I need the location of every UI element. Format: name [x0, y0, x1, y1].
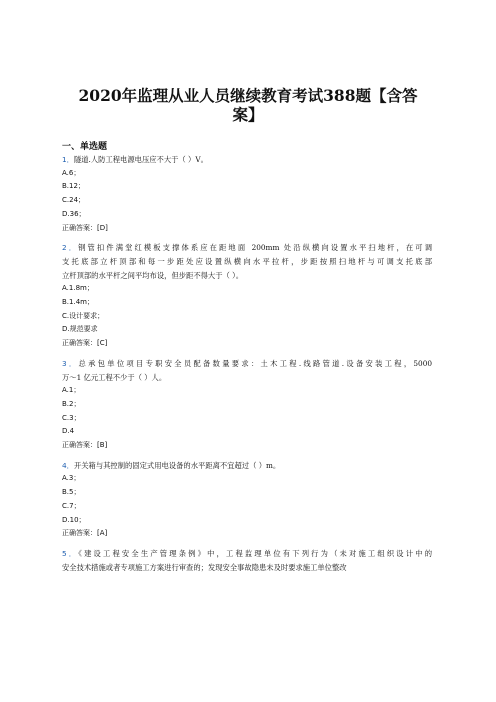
correct-answer-label: 正确答案： [62, 529, 97, 538]
correct-answer [62, 527, 432, 541]
question-stem-line [62, 547, 432, 561]
question-stem-line [62, 153, 432, 167]
question-number: 4． [62, 460, 74, 470]
correct-answer-value: [B] [97, 441, 108, 450]
answer-option: C.7； [62, 501, 81, 510]
question-number: 3． [62, 358, 79, 368]
answer-option: D.4 [62, 427, 75, 436]
question-stem-line [62, 357, 432, 371]
correct-answer-value: [D] [97, 223, 108, 232]
answer-option: B.1.4m； [62, 298, 94, 307]
question-stem-text: 《建设工程安全生产管理条例》中，工程监理单位有下列行为（未对施工组织设计中的 [78, 548, 432, 558]
answer-option: A.6； [62, 168, 81, 177]
title-line-2: 案】 [232, 105, 264, 124]
question-stem-text: 万～1 亿元工程不少于（ ）人。 [62, 372, 167, 382]
correct-answer-value: [C] [97, 339, 108, 348]
question-item [62, 241, 432, 351]
answer-option: C.24； [62, 196, 86, 205]
correct-answer-value: [A] [97, 529, 108, 538]
question-stem-line [62, 371, 432, 385]
question-stem-text: 支托底部立杆顶部和每一步距处应设置纵横向水平拉杆，步距按照扫地杆与可调支托底部 [62, 256, 432, 266]
answer-option: C.3； [62, 413, 81, 422]
question-number: 1． [62, 155, 74, 164]
question-item [62, 357, 432, 453]
section-heading: 一、单选题 [62, 142, 108, 152]
question-stem-text: 钢管扣件满堂红模板支撑体系应在距地面 200mm 处沿纵横向设置水平扫地杆，在可调 [78, 243, 432, 253]
question-number: 2． [62, 243, 79, 253]
title-line-1: 2020年监理从业人员继续教育考试388题【含答 [78, 86, 418, 105]
correct-answer [62, 337, 432, 351]
question-stem-text: 开关箱与其控制的固定式用电设备的水平距离不宜超过（ ）m。 [73, 460, 281, 470]
correct-answer [62, 439, 432, 453]
answer-option: B.12； [62, 182, 85, 191]
correct-answer [62, 222, 432, 236]
answer-option: B.2； [62, 399, 81, 408]
answer-option: A.1.8m； [62, 284, 94, 293]
question-stem-line [62, 269, 432, 283]
question-stem-line [62, 561, 432, 575]
question-stem-line [62, 241, 432, 255]
question-list [62, 153, 432, 574]
answer-option: D.10； [62, 515, 86, 524]
document-title [60, 86, 436, 124]
question-item [62, 547, 432, 574]
question-stem-text: 总承包单位项目专职安全员配备数量要求：土木工程.线路管道.设备安装工程，5000 [78, 358, 432, 368]
question-item [62, 459, 432, 541]
question-stem-text: 立杆顶部的水平杆之间平均布设，但步距不得大于（ ）。 [62, 270, 244, 280]
correct-answer-label: 正确答案： [62, 223, 97, 232]
answer-option: D.规范要求 [62, 325, 98, 334]
answer-option: D.36； [62, 209, 86, 218]
answer-option: B.5； [62, 488, 81, 497]
question-item [62, 153, 432, 235]
question-stem-line [62, 255, 432, 269]
answer-option: A.3； [62, 474, 81, 483]
answer-option: A.1； [62, 386, 81, 395]
question-stem-text: 安全技术措施或者专项施工方案进行审查的；发现安全事故隐患未及时要求施工单位整改 [62, 562, 347, 572]
question-stem-text: 隧道.人防工程电源电压应不大于（ ）V。 [73, 155, 208, 164]
correct-answer-label: 正确答案： [62, 441, 97, 450]
question-number: 5． [62, 548, 79, 558]
correct-answer-label: 正确答案： [62, 339, 97, 348]
question-stem-line [62, 459, 432, 473]
answer-option: C.设计要求； [62, 311, 105, 320]
